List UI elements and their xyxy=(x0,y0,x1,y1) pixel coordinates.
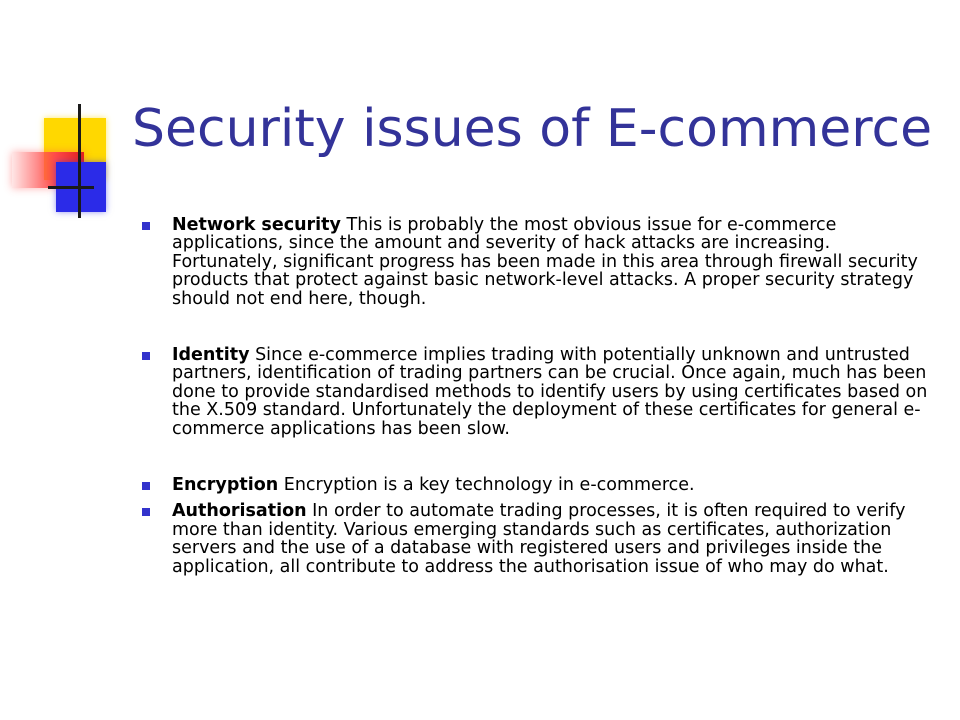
bullet-item-encryption xyxy=(130,476,930,494)
bullet-item-authorisation xyxy=(130,502,930,576)
bullet-text: Since e-commerce implies trading with potentially unknown and untrusted partners, identification of trading partners can be crucial. Once again, much has been done to provide standardised methods to identify users by using certificates based on the X.509 standard. Unfortunately the deployment of these certificates for general e-commerce applications has been slow. xyxy=(172,345,928,439)
bullet-term: Network security xyxy=(172,215,341,235)
bullet-text: Encryption is a key technology in e-commerce. xyxy=(278,475,695,496)
square-bullet-icon xyxy=(142,352,150,360)
square-bullet-icon xyxy=(142,508,150,516)
vertical-line xyxy=(78,104,81,218)
bullet-list xyxy=(130,216,930,576)
square-bullet-icon xyxy=(142,482,150,490)
bullet-item-identity xyxy=(130,346,930,438)
bullet-item-network-security xyxy=(130,216,930,308)
bullet-text: In order to automate trading processes, it is often required to verify more than identity. Various emerging standards such as certificates, authorization servers and the use of a database with registered users and privileges inside the application, all contribute to address the authorisation issue of who may do what. xyxy=(172,501,906,577)
square-bullet-icon xyxy=(142,222,150,230)
horizontal-line xyxy=(48,186,94,189)
bullet-term: Identity xyxy=(172,345,250,366)
bullet-text: This is probably the most obvious issue for e-commerce applications, since the amount and severity of hack attacks are increasing. Fortunately, significant progress has been made in this area through firewall security products that protect against basic network-level attacks. A proper security strategy should not end here, though. xyxy=(172,215,918,309)
decorative-squares-logo xyxy=(0,0,140,230)
bullet-term: Encryption xyxy=(172,475,279,496)
slide-title: Security issues of E-commerce xyxy=(132,99,933,159)
bullet-term: Authorisation xyxy=(172,501,307,522)
